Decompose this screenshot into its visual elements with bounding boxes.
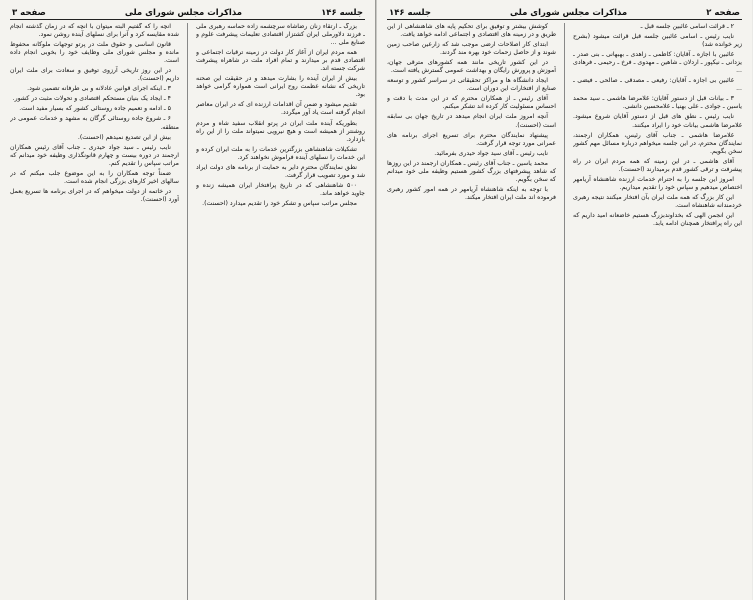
paragraph: بیش از این تصدیع نمیدهم (احسنت). [77, 133, 171, 141]
text-columns [387, 20, 742, 600]
paragraph: این کار بزرگ که همه ملت ایران بآن افتخار میکنند نتیجه رهبری خردمندانه شاهنشاه است. [573, 193, 742, 209]
paragraph: در این کشور تاریخی مانند همه کشورهای مترقی جهان، آموزش و پرورش رایگان و بهداشت عمومی گسترش یافته است. [387, 59, 556, 75]
column-divider [564, 23, 565, 600]
paragraph: نایب رئیس ـ آقای سید جواد حیدری بفرمائید. [434, 149, 548, 157]
paragraph: ۵۰۰ شاهنشاهی که در تاریخ پرافتخار ایران همیشه زنده و جاوید خواهد ماند. [196, 181, 365, 197]
paragraph: ۶ ـ شروع جاده روستائی گرگان به مشهد و خدمات عمومی در منطقه. [10, 115, 179, 131]
column-divider [187, 23, 188, 600]
header-session: جلسه ۱۴۶ [389, 7, 431, 18]
paragraph: تقدیم میشود و ضمن آن اقدامات ارزنده ای که در ایران معاصر انجام گرفته است یاد آور میگردد. [196, 101, 365, 117]
paragraph: بزرگ ـ ارتقاء زنان رضاشاه سرچشمه زاده حماسه رهبری ملی ـ فرزند دلاورملی ایران کشتزار اقتصادی تعلیمات پیشرفت علوم و صنایع ملی ... [196, 23, 365, 47]
paragraph: نایب رئیس ـ نطق های قبل از دستور آقایان شروع میشود. غلامرضا هاشمی بیانات خود را ایراد میکنند. [573, 113, 742, 129]
paragraph: غائبین با اجازه ـ آقایان: کاظمی ـ زاهدی ـ بهبهانی ـ بنی صدر ـ یزدانی ـ نیکپور ـ اردلان ـ شاهین ـ مهدوی ـ فرخ ـ رحیمی ـ فرهادی ... [573, 51, 742, 75]
paragraph: ۳ ـ اینکه اجرای قوانین عادلانه و بی طرفانه تضمین شود. [27, 85, 171, 93]
paragraph: ۲ ـ قرائت اسامی غائبین جلسه قبل ـ [640, 23, 734, 30]
header-page-number: صفحه ۲ [706, 7, 740, 18]
paragraph: امروز این جلسه را به احترام خدمات ارزنده شاهنشاه آریامهر اختصاص میدهیم و سپاس خود را تقدیم میداریم. [573, 175, 742, 191]
paragraph: این انجمن الهی که بخداوندبزرگ هستیم خاضعانه امید داریم که این راه پرافتخار همچنان ادامه یابد. [573, 211, 742, 228]
paragraph: پیشنهاد نمایندگان محترم برای تسریع اجرای برنامه های عمرانی مورد توجه قرار گرفت. [387, 131, 556, 147]
column-right [573, 23, 742, 600]
paragraph: ۵ ـ ادامه و تعمیم جاده روستائی کشور که بسیار مفید است. [19, 105, 171, 113]
page-header [10, 6, 365, 20]
paragraph: قانون اساسی و حقوق ملت در پرتو توجهات ملوکانه محفوظ مانده و مجلس شورای ملی وظایف خود را بخوبی انجام داده است. [10, 41, 179, 65]
paragraph: مجلس مراتب سپاس و تشکر خود را تقدیم میدارد (احسنت). [202, 199, 357, 207]
paragraph: همه مردم ایران از آغاز کار دولت در زمینه ترقیات اجتماعی و اقتصادی قدم بر میدارند و تمام افراد ملت در شاهراه پیشرفت شرکت جسته اند. [196, 49, 365, 73]
paragraph: نایب رئیس ـ سید جواد حیدری ـ جناب آقای رئیس همکاران ارجمند در دوره بیست و چهارم قانونگذاری وظیفه خود میدانم که مراتب سپاس را تقدیم کنم. [10, 143, 179, 167]
paragraph: آنچه امروز ملت ایران انجام میدهد در تاریخ جهان بی سابقه است (احسنت). [387, 113, 556, 129]
paragraph: آنچه را که گفتیم البته میتوان با آنچه که در زمان گذشته انجام شده مقایسه کرد و آنرا برای نسلهای آینده روشن نمود. [10, 23, 179, 39]
paragraph: ابتدای کار اصلاحات ارضی موجب شد که زارعین صاحب زمین شوند و از حاصل زحمات خود بهره مند گردند. [387, 41, 556, 57]
paragraph: با توجه به اینکه شاهنشاه آریامهر در همه امور کشور رهبری فرموده اند ملت ایران افتخار میکند. [387, 185, 556, 201]
paragraph: غائبین بی اجازه ـ آقایان: رفیعی ـ مصدقی ـ صالحی ـ فیضی ـ ... [573, 77, 742, 93]
column-left [387, 23, 556, 600]
paragraph: آقای هاشمی ـ در این زمینه که همه مردم ایران در راه پیشرفت و ترقی کشور قدم برمیدارند (احسنت). [573, 157, 742, 173]
paragraph: غلامرضا هاشمی ـ جناب آقای رئیس، همکاران ارجمند، نمایندگان محترم، در این جلسه میخواهم درباره مسائل مهم کشور سخن بگویم. [573, 131, 742, 155]
text-columns [10, 20, 365, 600]
header-session: جلسه ۱۴۶ [321, 7, 363, 18]
paragraph: ۳ ـ بیانات قبل از دستور آقایان: غلامرضا هاشمی ـ سید محمد یاسین ـ جوادی ـ علی بهنیا ـ غلامحسین دانشی. [573, 95, 742, 111]
column-right [196, 23, 365, 600]
paragraph: آقای رئیس ـ از همکاران محترم که در این مدت با دقت و احساس مسئولیت کار کرده اند تشکر میکنم. [387, 95, 556, 111]
paragraph: محمد یاسین ـ جناب آقای رئیس ـ همکاران ارجمند در این روزها که شاهد پیشرفتهای بزرگ کشور هستیم وظیفه ملی خود میدانم که سخن بگویم. [387, 159, 556, 183]
paragraph: نطق نمایندگان محترم دایر به حمایت از برنامه های دولت ایراد شد و مورد تصویب قرار گرفت. [196, 163, 365, 179]
paragraph: نایب رئیس ـ اسامی غائبین جلسه قبل قرائت میشود (بشرح زیر خوانده شد) [573, 33, 742, 49]
paragraph: کوشش بیشتر و توفیق برای تحکیم پایه های شاهنشاهی از این طریق و در زمینه های اقتصادی و اجتماعی ادامه خواهد یافت. [387, 23, 556, 39]
page-header [387, 6, 742, 20]
paragraph: ایجاد دانشگاه ها و مراکز تحقیقاتی در سراسر کشور و توسعه صنایع از افتخارات این دوران است. [387, 77, 556, 93]
header-page-number: صفحه ۳ [12, 7, 46, 18]
paragraph: در خاتمه از دولت میخواهم که در اجرای برنامه ها تسریع بعمل آورد (احسنت). [10, 187, 179, 203]
paragraph: بطوریکه آینده ملت ایران در پرتو انقلاب سفید شاه و مردم روشنتر از همیشه است و هیچ نیرویی نمیتواند ملت را از این راه بازدارد. [196, 119, 365, 143]
column-left [10, 23, 179, 600]
paragraph: ضمناً توجه همکاران را به این موضوع جلب میکنم که در سالهای اخیر کارهای بزرگی انجام شده است. [10, 169, 179, 185]
header-title: مذاکرات مجلس شورای ملی [124, 7, 242, 18]
paragraph: تشکیلات شاهنشاهی بزرگترین خدمات را به ملت ایران کرده و این خدمات را نسلهای آینده فراموش نخواهند کرد. [196, 145, 365, 161]
paragraph: در این روز تاریخی آرزوی توفیق و سعادت برای ملت ایران داریم (احسنت). [10, 67, 179, 83]
page-left [0, 0, 376, 600]
paragraph: بیش از ایران آینده را بشارت میدهد و در حقیقت این صحنه تاریخی که نشانه عظمت روح ایرانی است همواره گرامی خواهد بود. [196, 75, 365, 99]
header-title: مذاکرات مجلس شورای ملی [510, 7, 628, 18]
page-right [376, 0, 752, 600]
paragraph: ۴ ـ ایجاد یک بنیان مستحکم اقتصادی و تحولات مثبت در کشور. [12, 95, 171, 103]
